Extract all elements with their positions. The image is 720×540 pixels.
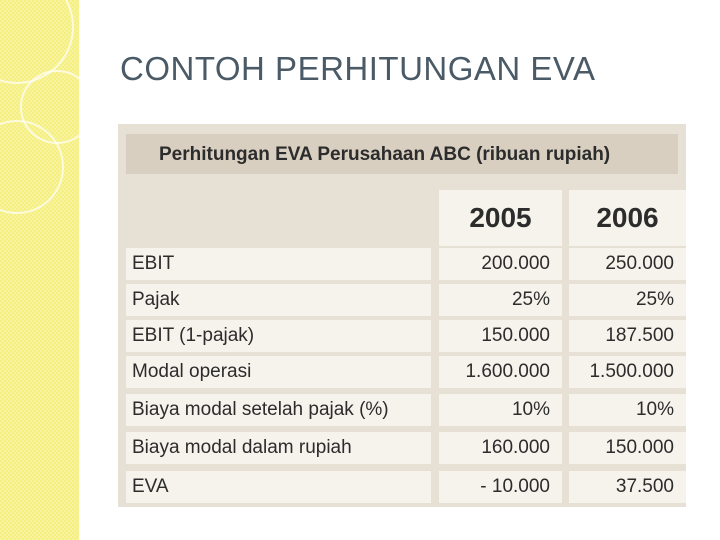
cell-2005: 25% [439, 284, 562, 316]
column-header-2005: 2005 [439, 190, 562, 246]
cell-2006: 1.500.000 [569, 356, 686, 388]
cell-2006: 37.500 [569, 471, 686, 503]
table-row [126, 356, 686, 388]
decorative-side-strip [0, 0, 79, 540]
cell-2005: 200.000 [439, 248, 562, 280]
cell-2005: 10% [439, 394, 562, 426]
row-label: EVA [126, 471, 431, 503]
table-row [126, 432, 686, 464]
column-header-2006: 2006 [569, 190, 686, 246]
cell-2006: 250.000 [569, 248, 686, 280]
cell-2005: 150.000 [439, 320, 562, 352]
cell-2005: 160.000 [439, 432, 562, 464]
row-label: Biaya modal setelah pajak (%) [126, 394, 431, 426]
cell-2006: 187.500 [569, 320, 686, 352]
cell-2006: 10% [569, 394, 686, 426]
eva-table [118, 124, 686, 507]
table-row [126, 394, 686, 426]
row-label: Pajak [126, 284, 431, 316]
table-row [126, 471, 686, 503]
table-caption: Perhitungan EVA Perusahaan ABC (ribuan rupiah) [159, 144, 611, 165]
row-label: Biaya modal dalam rupiah [126, 432, 431, 464]
table-row [126, 284, 686, 316]
cell-2005: - 10.000 [439, 471, 562, 503]
table-row [126, 248, 686, 280]
row-label: Modal operasi [126, 356, 431, 388]
slide-title: CONTOH PERHITUNGAN EVA [120, 50, 596, 87]
table-row [126, 320, 686, 352]
row-label: EBIT (1-pajak) [126, 320, 431, 352]
cell-2006: 25% [569, 284, 686, 316]
cell-2006: 150.000 [569, 432, 686, 464]
cell-2005: 1.600.000 [439, 356, 562, 388]
row-label: EBIT [126, 248, 431, 280]
